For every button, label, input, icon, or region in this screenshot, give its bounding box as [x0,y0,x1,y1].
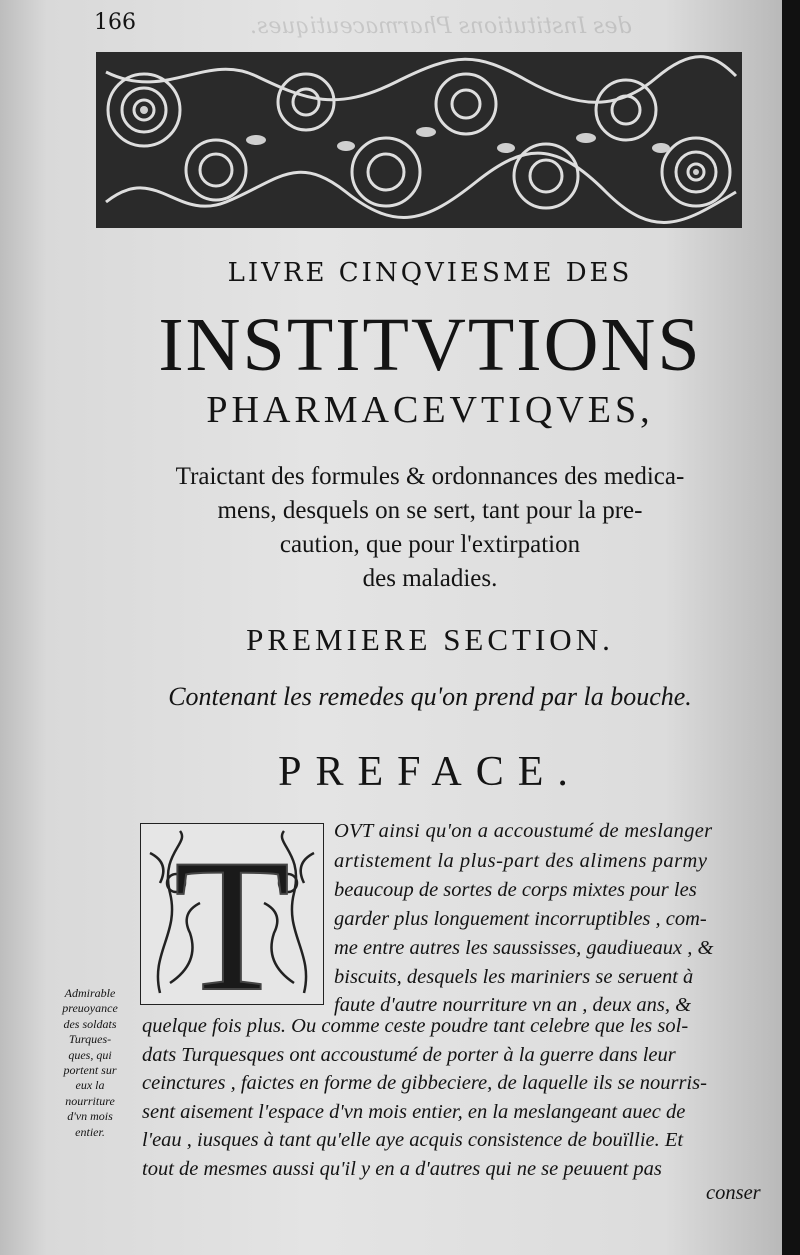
body-text-line: sent aisement l'espace d'vn mois entier, en la meslangeant auec de [142,1101,686,1123]
description-line: mens, desquels on se sert, tant pour la pre- [217,497,643,524]
margin-note-line: d'vn mois [67,1109,113,1124]
description-line: des maladies. [362,565,498,592]
description-line: Traictant des formules & ordonnances des medica- [175,463,685,490]
body-text-line: OVT ainsi qu'on a accoustumé de meslanger [334,820,713,842]
title-description [110,460,750,596]
body-text-line: artistement la plus-part des alimens parmy [334,850,708,872]
body-text-line: quelque fois plus. Ou comme ceste poudre tant celebre que les sol- [142,1015,689,1037]
body-text-line: garder plus longuement incorruptibles , com- [334,908,707,930]
ornamental-headpiece [96,52,742,228]
margin-note-line: preuoyance [62,1001,118,1016]
margin-note [48,986,132,1140]
margin-note-line: Turques- [68,1032,112,1047]
body-text-line: beaucoup de sortes de corps mixtes pour les [334,879,697,901]
catchword: conser [706,1182,761,1204]
body-text-line: l'eau , iusques à tant qu'elle aye acquis consistence de bouïllie. Et [142,1129,684,1151]
margin-note-line: Admirable [64,986,116,1000]
decorated-initial-letter [140,823,324,1005]
body-text-line: biscuits, desquels les mariniers se seruent à [334,966,694,988]
show-through-running-head: des Institutions Pharmaceutiques. [250,14,632,39]
section-subtitle: Contenant les remedes qu'on prend par la bouche. [168,682,692,711]
section-title: PREMIERE SECTION. [246,622,614,657]
margin-note-line: portent sur [63,1063,117,1078]
body-text-line: tout de mesmes aussi qu'il y en a d'autres qui ne se peuuent pas [142,1158,662,1180]
margin-note-line: eux la [75,1078,105,1093]
margin-note-line: des soldats [63,1016,117,1031]
book-spine-edge [782,0,800,1255]
book-subtitle: LIVRE CINQVIESME DES [227,258,633,288]
drop-cap-letter: T [173,823,291,1005]
preface-title: PREFACE. [278,749,582,795]
body-text-line: ceinctures , faictes en forme de gibbeciere, de laquelle ils se nourris- [142,1072,707,1094]
book-title-second-line: PHARMACEVTIQVES, [206,389,654,431]
page-number: 166 [94,10,136,35]
body-text-line: me entre autres les saussisses, gaudiueaux , & [334,937,714,959]
body-text-line: dats Turquesques ont accoustumé de porter à la guerre dans leur [142,1044,676,1066]
description-line: caution, que pour l'extirpation [279,531,581,558]
margin-note-line: nourriture [65,1093,115,1108]
book-title: INSTITVTIONS [158,303,702,387]
body-text-line: faute d'autre nourriture vn an , deux ans, & [334,994,692,1016]
margin-note-line: ques, qui [68,1047,112,1062]
margin-note-line: entier. [75,1124,105,1139]
